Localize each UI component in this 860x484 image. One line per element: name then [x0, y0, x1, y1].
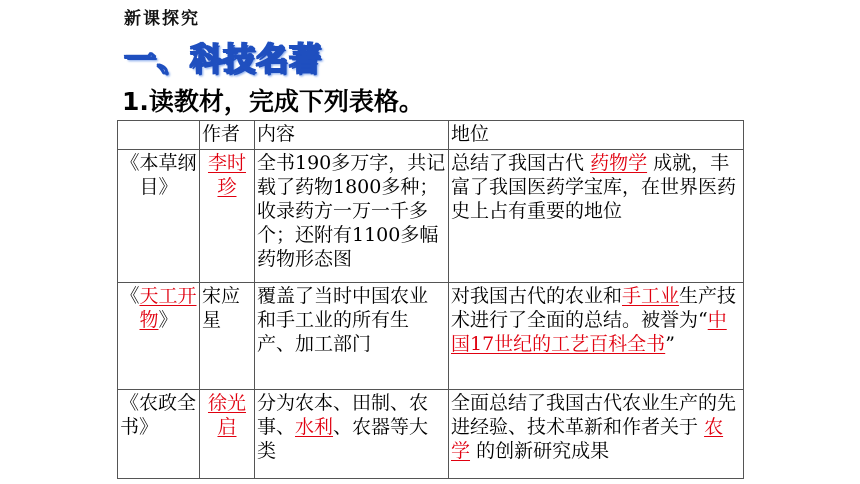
- table-row: [118, 283, 744, 390]
- book-cell: 《本草纲目》: [118, 150, 200, 283]
- table-header-row: [118, 121, 744, 150]
- table-row: [118, 150, 744, 283]
- status-text: 的创新研究成果: [476, 440, 610, 462]
- book-bracket-open: 《: [120, 285, 140, 307]
- status-cell: [449, 390, 744, 479]
- content-cell: 全书190多万字，共记载了药物1800多种；收录药方一万一千多个；还附有1100多幅药物形态图: [255, 150, 449, 283]
- books-table: [117, 120, 744, 479]
- status-text: ”: [665, 333, 675, 355]
- answer-status: 中国17世纪的工艺百科全书: [451, 309, 727, 355]
- answer-status: 手工业: [622, 285, 680, 307]
- book-bracket-close: 》: [158, 309, 178, 331]
- status-cell: [449, 150, 744, 283]
- book-cell: 《农政全书》: [118, 390, 200, 479]
- header-cell-content: 内容: [255, 121, 449, 150]
- author-cell: 宋应星: [200, 283, 255, 390]
- content-cell: 覆盖了当时中国农业和手工业的所有生产、加工部门: [255, 283, 449, 390]
- answer-status: 农学: [451, 416, 724, 462]
- answer-status: 药物学: [590, 152, 648, 174]
- status-cell: [449, 283, 744, 390]
- content-cell: [255, 390, 449, 479]
- table-row: [118, 390, 744, 479]
- author-cell: [200, 150, 255, 283]
- answer-author: 李时珍: [207, 152, 246, 198]
- status-text: 总结了我国古代: [451, 152, 585, 174]
- answer-author: 徐光启: [207, 392, 246, 438]
- header-cell-author: 作者: [200, 121, 255, 150]
- answer-content: 水利: [295, 416, 334, 438]
- header-cell-status: 地位: [449, 121, 744, 150]
- content-text: 、农器等大类: [257, 416, 429, 462]
- instruction-text: 1.读教材，完成下列表格。: [122, 87, 424, 116]
- content-text: 分为农本、田制、农事、: [257, 392, 429, 438]
- status-text: 全面总结了我国古代农业生产的先进经验、技术革新和作者关于: [451, 392, 737, 438]
- status-text: 生产技术进行了全面的总结。被誉为“: [451, 285, 737, 331]
- answer-book: 天工开物: [139, 285, 197, 331]
- section-tag: 新课探究: [124, 9, 200, 29]
- author-cell: [200, 390, 255, 479]
- status-text: 成就，丰富了我国医药学宝库，在世界医药史上占有重要的地位: [451, 152, 737, 222]
- header-cell-book: [118, 121, 200, 150]
- book-cell: [118, 283, 200, 390]
- section-title: 一、科技名著: [124, 40, 323, 78]
- status-text: 对我国古代的农业和: [451, 285, 623, 307]
